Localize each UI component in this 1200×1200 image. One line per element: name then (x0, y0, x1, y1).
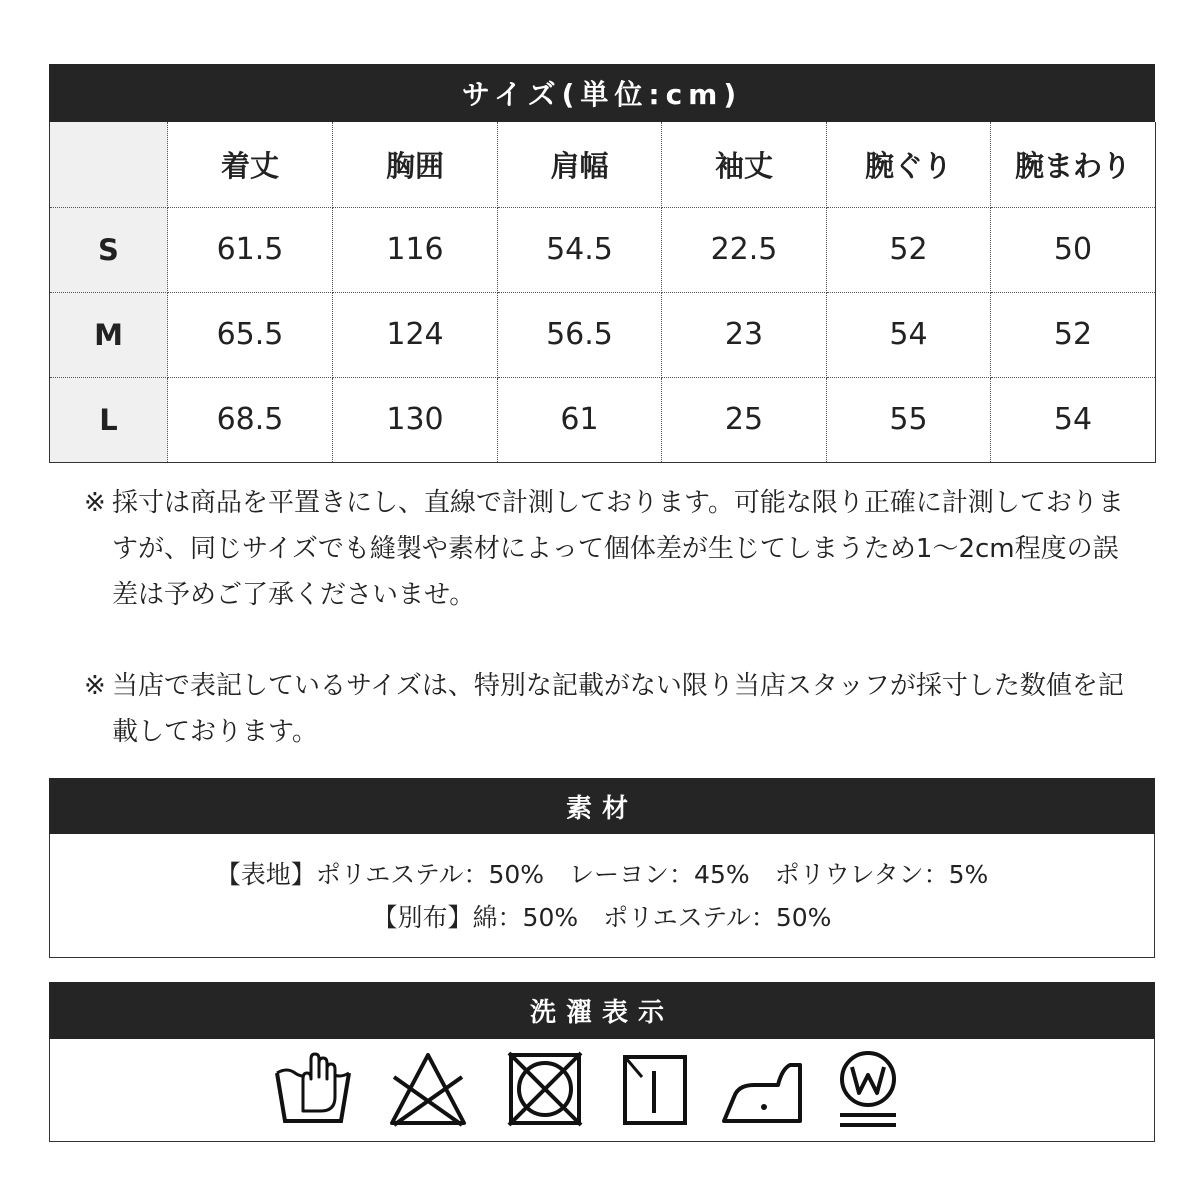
table-cell: 23 (662, 292, 827, 377)
table-cell: 68.5 (168, 377, 333, 462)
material-line: 【表地】ポリエステル：50% レーヨン：45% ポリウレタン：5% (215, 859, 989, 889)
column-header: 腕ぐり (827, 122, 991, 207)
size-label: M (50, 292, 168, 377)
table-row (50, 377, 1156, 462)
line-dry-shade-icon (620, 1049, 690, 1129)
laundry-icons-box (49, 1039, 1155, 1142)
iron-low-icon (720, 1049, 806, 1129)
table-row (50, 207, 1156, 292)
size-table (49, 122, 1156, 463)
material-title-text: 素材 (565, 793, 638, 824)
table-cell: 61.5 (168, 207, 333, 292)
size-section-title (49, 64, 1155, 122)
column-header: 肩幅 (498, 122, 662, 207)
table-cell: 54 (1053, 402, 1093, 437)
no-bleach-icon (388, 1049, 468, 1129)
size-table-corner (50, 122, 168, 207)
table-cell: 55 (827, 377, 991, 462)
table-cell: 61 (498, 377, 662, 462)
table-cell: 56.5 (498, 292, 662, 377)
no-tumble-dry-icon (505, 1049, 585, 1129)
table-cell: 25 (662, 377, 827, 462)
table-cell: 116 (333, 207, 498, 292)
size-source-note (84, 663, 1124, 755)
size-label: S (50, 207, 168, 292)
column-header: 袖丈 (662, 122, 827, 207)
table-cell: 54.5 (498, 207, 662, 292)
size-label: L (50, 377, 168, 462)
laundry-title-text: 洗濯表示 (529, 998, 674, 1028)
table-cell: 130 (333, 377, 498, 462)
size-title-text: サイズ(単位:cm) (461, 78, 743, 111)
note-text: 採寸は商品を平置きにし、直線で計測しております。可能な限り正確に計測しておりますが、同じサイズでも縫製や素材によって個体差が生じてしまうため1～2cm程度の誤差は予めご了承くださいませ。 (112, 488, 1124, 610)
laundry-section-title (49, 982, 1155, 1039)
material-section-title (49, 778, 1155, 834)
note-mark: ※ (84, 488, 106, 518)
hand-wash-icon (273, 1049, 353, 1129)
table-row (50, 292, 1156, 377)
note-text: 当店で表記しているサイズは、特別な記載がない限り当店スタッフが採寸した数値を記載しております。 (112, 671, 1124, 747)
measurement-note (84, 480, 1124, 618)
size-table-header-row (50, 122, 1156, 207)
table-cell: 50 (991, 207, 1156, 292)
note-mark: ※ (84, 671, 106, 701)
wet-clean-gentle-icon (836, 1049, 900, 1133)
material-line: 【別布】綿：50% ポリエステル：50% (372, 902, 832, 932)
column-header: 着丈 (168, 122, 333, 207)
column-header: 腕まわり (991, 122, 1156, 207)
column-header: 胸囲 (333, 122, 498, 207)
table-cell: 65.5 (168, 292, 333, 377)
table-cell: 22.5 (662, 207, 827, 292)
table-cell: 52 (827, 207, 991, 292)
table-cell: 54 (827, 292, 991, 377)
table-cell: 52 (991, 292, 1156, 377)
material-box (49, 834, 1155, 958)
table-cell: 124 (333, 292, 498, 377)
